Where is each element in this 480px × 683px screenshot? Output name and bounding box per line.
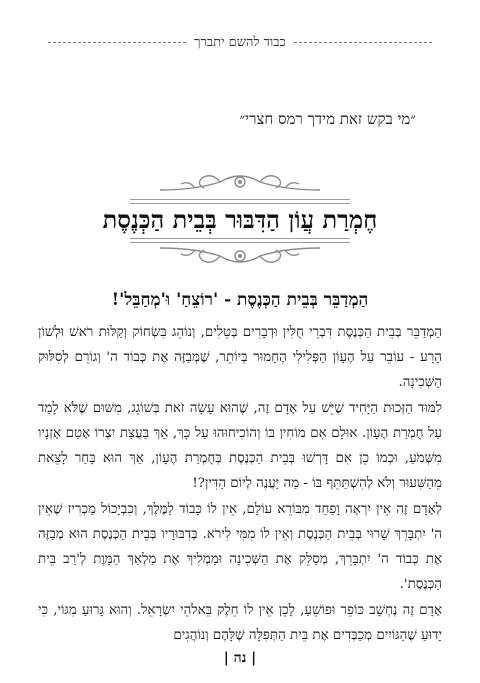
body-paragraph: אָדָם זֶה נֶחְשָׁב כּוֹפֵר וּפוֹשֵׁעַ, לָכֵן אֵין לוֹ חֵלֶק בֵּאלֹהֵי יִשְׂרָאֵל. וְהוּא גָּרוּעַ מִגּוֹי, כִּי יָדוּעַ שֶׁהַגּוֹיִים מְכַבְּדִים אֶת בֵּית הַתְּפִלָּה שֶׁלָּהֶם וְנוֹהֲגִים — [38, 603, 442, 643]
body-paragraph: הַמְדַבֵּר בְּבֵית הַכְּנֶסֶת דִּבְרֵי חֻלִּין וּדְבָרִים בְּטֵלִים, וְנוֹהֵג בִּשְׂחוֹק וְקַלּוּת רֹאשׁ וּלְשׁוֹן הָרָע - עוֹבֵר עַל הֶעָוֹן הַפְּלִילִי הֶחָמוּר בְּיוֹתֵר, שֶׁמְּבַזֶּה אֶת כְּבוֹד ה' וְגוֹרֵם לְסִלּוּק הַשְּׁכִינָה. — [38, 325, 442, 390]
epigraph-quote: ״מי בקש זאת מידך רמס חצרי״ — [239, 110, 416, 128]
body-paragraph: לְאָדָם זֶה אֵין יִרְאָה וָפַחַד מִבּוֹרֵא עוֹלָם, אֵין לוֹ כָּבוֹד לַמֶּלֶךְ, וְכִבְיָכוֹל מַכְרִיז שֶׁאֵין ה' יִתְבָּרֵךְ שָׁרוּי בְּבֵית הַכְּנֶסֶת וְאֵין לוֹ מִמִּי לִירֹא. בְּדִבּוּרָיו בְּבֵית הַכְּנֶסֶת הוּא מְבַזֶּה אֶת כְּבוֹד ה' יִתְבָּרֵךְ, מְסַלֵּק אֶת הַשְּׁכִינָה וּמַמְלִיךְ אֶת מַלְאַךְ הַמָּוֶת לְ'רַב בֵּית הַכְּנֶסֶת'. — [38, 502, 442, 592]
top-ornament-icon — [0, 168, 480, 202]
page-number: | נה | — [223, 650, 257, 666]
frame-rule — [130, 199, 350, 200]
frame-rule — [130, 238, 350, 239]
chapter-title: חֶמְרַת עֲוֹן הַדִּבּוּר בְּבֵית הַכְּנֶסֶת — [102, 205, 378, 234]
section-heading: הַמְדַבֵּר בְּבֵית הַכְּנֶסֶת - 'רוֹצֵחַ' וּ'מְחַבֵּל'! — [111, 290, 369, 310]
header-dashed-rule-left — [48, 42, 186, 43]
running-header-title: כבוד להשם יתברך — [194, 35, 286, 50]
bottom-ornament-icon — [0, 240, 480, 274]
body-paragraph: לִמּוּד הַזְּכוּת הַיָּחִיד שֶׁיֵּשׁ עַל אָדָם זֶה, שֶׁהוּא עָשָׂה זֹאת בְּשׁוֹגֵג, מִשּׁוּם שֶׁלֹּא לָמַד עַל חֻמְרַת הֶעָוֹן. אוּלָם אִם מוֹחִין בּוֹ וְהוֹכִיחוּהוּ עַל כָּךְ, אַךְ בַּעֲצַת יִצְרוֹ אָטַם אָזְנָיו מִשְּׁמֹעַ, וּכְמוֹ כֵן אִם דָּרְשׁוּ בְּבֵית הַכְּנֶסֶת בְּחֻמְרַת הֶעָוֹן, אַךְ הוּא בָּחַר לָצֵאת מֵהַשִּׁעוּר וְלֹא לְהִשְׁתַּתֵּף בּוֹ - מַה יַּעֲנֶה לְיוֹם הַדִּין?! — [38, 401, 442, 491]
frame-rule — [130, 203, 350, 204]
running-header — [48, 32, 432, 52]
header-dashed-rule-right — [294, 42, 432, 43]
